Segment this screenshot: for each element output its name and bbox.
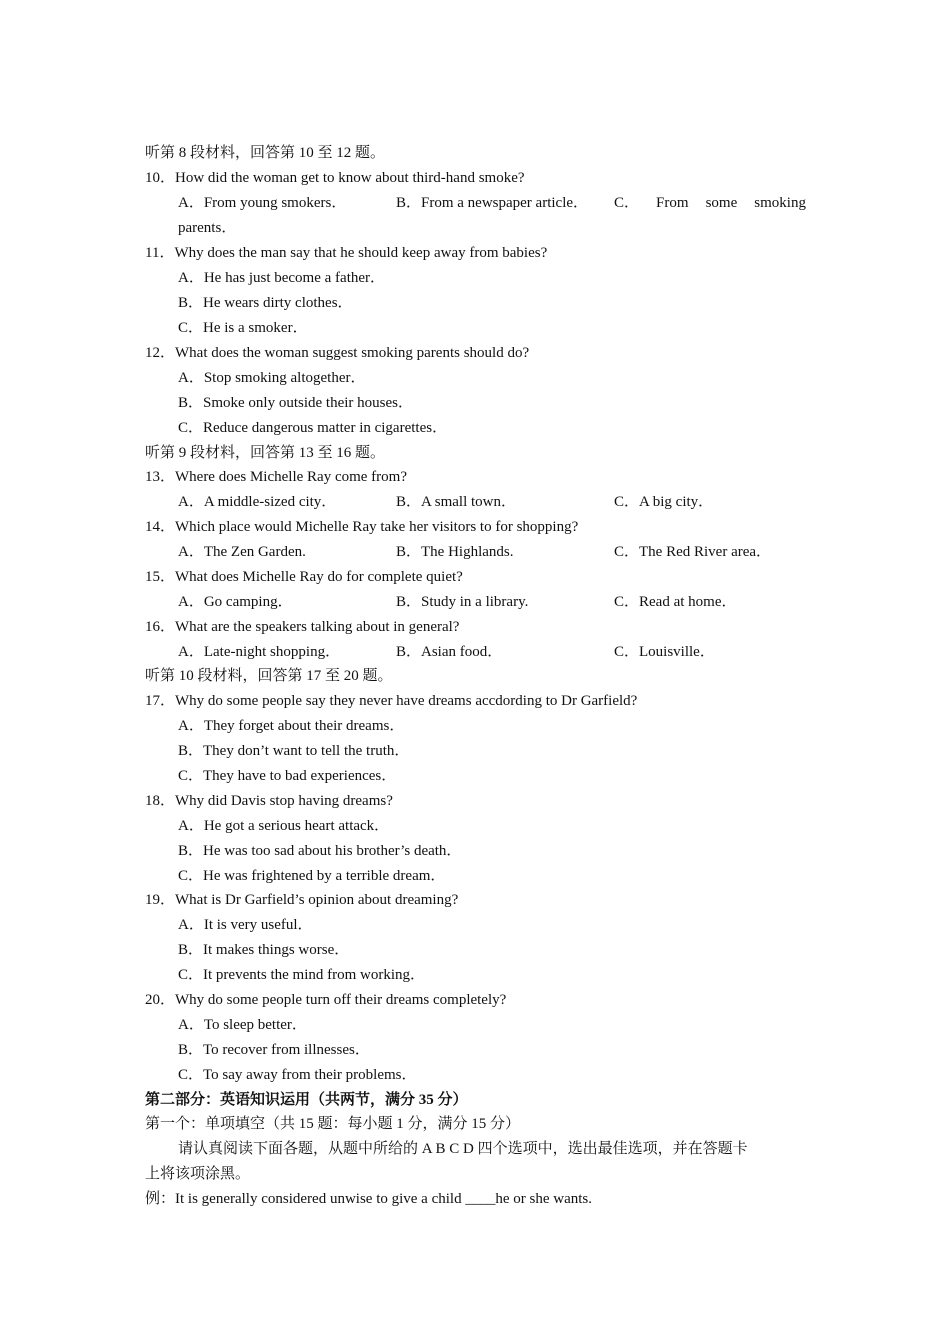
question-12-stem: 12．What does the woman suggest smoking parents should do? [145,345,530,361]
question-20-option-c: C．To say away from their problems． [178,1067,417,1083]
part-2-heading: 第二部分：英语知识运用（共两节，满分 35 分） [145,1092,468,1108]
part-2-instruction: 请认真阅读下面各题，从题中所给的 A B C D 四个选项中，选出最佳选项，并在答题卡 [178,1141,748,1157]
section-heading-10: 听第 10 段材料，回答第 17 至 20 题。 [145,668,393,684]
question-13-option-a: A．A middle-sized city． [178,494,337,510]
question-10-option-c-continued: parents． [178,220,237,236]
question-19-option-b: B．It makes things worse． [178,942,350,958]
question-10-stem: 10．How did the woman get to know about third-hand smoke? [145,170,525,186]
question-17-option-b: B．They don’t want to tell the truth． [178,743,410,759]
question-16-option-a: A．Late-night shopping． [178,644,341,660]
question-13-stem: 13．Where does Michelle Ray come from? [145,469,407,485]
question-16-stem: 16．What are the speakers talking about in general? [145,619,460,635]
question-13-option-c: C．A big city． [614,494,714,510]
part-2-example: 例：It is generally considered unwise to give a child ____he or she wants. [145,1191,592,1207]
question-15-option-c: C．Read at home． [614,594,737,610]
question-10-option-b: B．From a newspaper article． [396,195,589,211]
question-12-option-c: C．Reduce dangerous matter in cigarettes． [178,420,448,436]
question-19-option-a: A．It is very useful． [178,917,313,933]
part-2-subheading: 第一个：单项填空（共 15 题：每小题 1 分，满分 15 分） [145,1116,521,1132]
part-2-instruction-continued: 上将该项涂黑。 [145,1166,251,1182]
question-19-stem: 19．What is Dr Garfield’s opinion about dreaming? [145,892,459,908]
question-14-option-c: C．The Red River area． [614,544,772,560]
option-c-word: some [705,195,738,211]
question-10-option-c [614,193,806,213]
option-c-label: C． [614,195,640,211]
question-17-stem: 17．Why do some people say they never have dreams accdording to Dr Garfield? [145,693,638,709]
question-20-option-a: A．To sleep better． [178,1017,307,1033]
question-18-option-a: A．He got a serious heart attack． [178,818,390,834]
section-heading-8: 听第 8 段材料，回答第 10 至 12 题。 [145,145,386,161]
question-13-option-b: B．A small town． [396,494,517,510]
question-14-option-a: A．The Zen Garden. [178,544,306,560]
question-16-option-c: C．Louisville． [614,644,715,660]
question-17-option-c: C．They have to bad experiences． [178,768,397,784]
section-heading-9: 听第 9 段材料，回答第 13 至 16 题。 [145,445,386,461]
question-16-option-b: B．Asian food． [396,644,503,660]
option-c-word: smoking [754,195,806,211]
question-12-option-b: B．Smoke only outside their houses． [178,395,413,411]
question-20-stem: 20．Why do some people turn off their dreams completely? [145,992,507,1008]
question-17-option-a: A．They forget about their dreams． [178,718,405,734]
question-11-stem: 11．Why does the man say that he should keep away from babies? [145,245,548,261]
question-11-option-c: C．He is a smoker． [178,320,308,336]
question-14-stem: 14．Which place would Michelle Ray take her visitors to for shopping? [145,519,579,535]
question-14-option-b: B．The Highlands. [396,544,514,560]
question-20-option-b: B．To recover from illnesses． [178,1042,370,1058]
question-15-option-a: A．Go camping． [178,594,293,610]
question-18-option-c: C．He was frightened by a terrible dream． [178,868,446,884]
question-12-option-a: A．Stop smoking altogether． [178,370,366,386]
question-11-option-a: A．He has just become a father． [178,270,386,286]
question-10-option-a: A．From young smokers． [178,195,347,211]
question-18-stem: 18．Why did Davis stop having dreams? [145,793,393,809]
question-18-option-b: B．He was too sad about his brother’s death． [178,843,462,859]
question-15-option-b: B．Study in a library. [396,594,529,610]
question-15-stem: 15．What does Michelle Ray do for complete quiet? [145,569,463,585]
question-11-option-b: B．He wears dirty clothes． [178,295,353,311]
question-19-option-c: C．It prevents the mind from working． [178,967,426,983]
option-c-word: From [656,195,689,211]
